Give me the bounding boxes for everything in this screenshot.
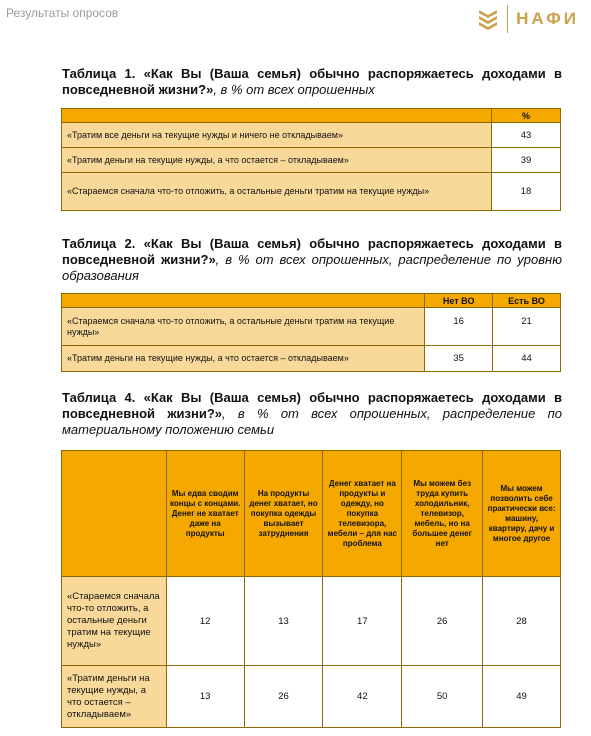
table1-cell: 43 <box>492 123 561 148</box>
table4-cell: 13 <box>244 577 323 666</box>
table2-title-italic: , в % от всех опрошенных, распределение по уровню образования <box>62 252 562 283</box>
table4-row-label: «Тратим деньги на текущие нужды, а что остается – откладываем» <box>62 666 167 728</box>
table-row <box>62 148 561 173</box>
table2-cell: 21 <box>493 308 561 346</box>
table1-row-label: «Тратим все деньги на текущие нужды и ничего не откладываем» <box>62 123 492 148</box>
table1-corner <box>62 109 492 123</box>
table-row <box>62 123 561 148</box>
table2-corner <box>62 294 425 308</box>
table4-col-header: Мы можем без труда купить холодильник, телевизор, мебель, но на большее денег нет <box>402 451 483 577</box>
table1-title-bold: Таблица 1. «Как Вы (Ваша семья) обычно распоряжаетесь доходами в повседневной жизни?» <box>62 66 562 97</box>
logo-text: НАФИ <box>516 9 579 28</box>
table1-col-header: % <box>492 109 561 123</box>
table1-title <box>62 66 562 98</box>
table2-col-header: Нет ВО <box>425 294 493 308</box>
table2 <box>61 293 561 372</box>
logo-divider <box>507 5 508 33</box>
table-row <box>62 666 561 728</box>
table4-cell: 26 <box>244 666 323 728</box>
table2-col-header: Есть ВО <box>493 294 561 308</box>
table-row <box>62 577 561 666</box>
table4-cell: 26 <box>402 577 483 666</box>
table4-cell: 17 <box>323 577 402 666</box>
table1-row-label: «Стараемся сначала что-то отложить, а остальные деньги тратим на текущие нужды» <box>62 173 492 211</box>
table2-row-label: «Тратим деньги на текущие нужды, а что остается – откладываем» <box>62 346 425 372</box>
page-section-title: Результаты опросов <box>6 6 119 20</box>
table-row <box>62 308 561 346</box>
table4-title-italic: , в % от всех опрошенных, распределение по материальному положению семьи <box>62 406 563 437</box>
table-row <box>62 173 561 211</box>
table4-title <box>62 390 562 438</box>
table4-title-bold: Таблица 4. «Как Вы (Ваша семья) обычно распоряжаетесь доходами в повседневной жизни?» <box>62 390 562 421</box>
table4-cell: 13 <box>166 666 244 728</box>
table4-cell: 42 <box>323 666 402 728</box>
table4-cell: 12 <box>166 577 244 666</box>
table4-cell: 28 <box>483 577 561 666</box>
wheat-logo-icon <box>477 6 499 32</box>
table4-cell: 50 <box>402 666 483 728</box>
table4-col-header: На продукты денег хватает, но покупка одежды вызывает затруднения <box>244 451 323 577</box>
table2-title-bold: Таблица 2. «Как Вы (Ваша семья) обычно распоряжаетесь доходами в повседневной жизни?» <box>62 236 562 267</box>
table1-cell: 18 <box>492 173 561 211</box>
table4-cell: 49 <box>483 666 561 728</box>
table4-col-header: Мы едва сводим концы с концами. Денег не хватает даже на продукты <box>166 451 244 577</box>
table2-row-label: «Стараемся сначала что-то отложить, а остальные деньги тратим на текущие нужды» <box>62 308 425 346</box>
table-row <box>62 346 561 372</box>
table4-col-header: Денег хватает на продукты и одежду, но покупка телевизора, мебели – для нас проблема <box>323 451 402 577</box>
table4-col-header: Мы можем позволить себе практически все: машину, квартиру, дачу и многое другое <box>483 451 561 577</box>
table4 <box>61 450 561 728</box>
table1-cell: 39 <box>492 148 561 173</box>
nafi-logo <box>477 4 579 34</box>
table2-cell: 35 <box>425 346 493 372</box>
table1-row-label: «Тратим деньги на текущие нужды, а что остается – откладываем» <box>62 148 492 173</box>
table2-cell: 16 <box>425 308 493 346</box>
table4-corner <box>62 451 167 577</box>
table4-row-label: «Стараемся сначала что-то отложить, а остальные деньги тратим на текущие нужды» <box>62 577 167 666</box>
table2-cell: 44 <box>493 346 561 372</box>
table1 <box>61 108 561 211</box>
table1-title-italic: , в % от всех опрошенных <box>213 82 375 97</box>
table2-title <box>62 236 562 284</box>
